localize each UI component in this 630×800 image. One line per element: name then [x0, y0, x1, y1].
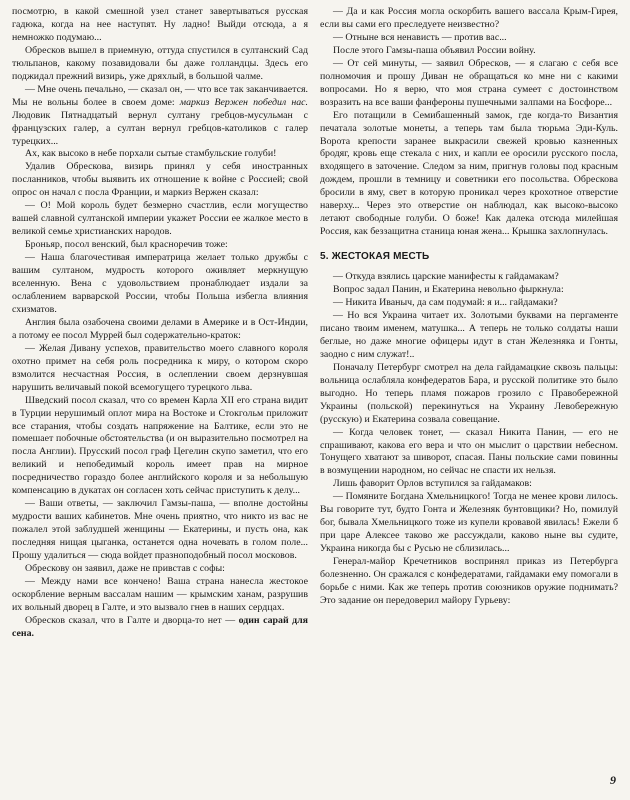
paragraph: Броньяр, посол венский, был красноречив тоже: [25, 239, 228, 251]
paragraph-text: — Мне очень печально, — сказал он, — что все так заканчивается. Мы не вольны более в своем доме: [12, 83, 308, 108]
paragraph: Поначалу Петербург смотрел на дела гайдамацкие сквозь пальцы: вольница ослабляла конфедератов Бара, и русской политике это было выгодно. Но теперь пламя пожаров грозило с Правобережной Украины (польской) перекинуться на Украину Левобережную (русскую) и Екатерина созвала совещание. [320, 361, 618, 425]
paragraph: — Никита Иваныч, да сам подумай: я и... гайдамаки? [333, 297, 558, 309]
paragraph: Лишь фаворит Орлов вступился за гайдамаков: [333, 478, 532, 490]
paragraph: Ах, как высоко в небе порхали сытые стамбульские голуби! [25, 148, 277, 160]
left-text-column [12, 6, 308, 641]
paragraph-text: Обресков сказал, что в Галте и дворца-то нет — [25, 614, 239, 626]
paragraph: — От сей минуты, — заявил Обресков, — я слагаю с себя все полномочия и прошу Диван не обращаться ко мне ни с какими вопросами. Но я верю, что моя страна сумеет с достоинством возразить на все ваши фанфероны пушечными залпами на Босфоре... [320, 57, 618, 108]
paragraph: — Когда человек тонет, — сказал Никита Панин, — его не спрашивают, какова его вера и что он мыслит о царствии небесном. Тонущего хватают за шиворот, спасая. Паны польские сами повинны в возмущении народном, но сейчас не спасти их нельзя. [320, 426, 618, 477]
paragraph: Генерал-майор Кречетников воспринял приказ из Петербурга болезненно. Он сражался с конфедератами, гайдамаки ему помогали в борьбе с ними. Как же теперь против союзников оружие поднимать? Это задание он передоверил майору Гурьеву: [320, 556, 618, 606]
section-heading: 5. ЖЕСТОКАЯ МЕСТЬ [320, 251, 430, 263]
paragraph: — О! Мой король будет безмерно счастлив, если могущество вашей славной султанской империи укажет России ее жалкое место в великой семье христианских народов. [12, 200, 308, 238]
paragraph: — Помяните Богдана Хмельницкого! Тогда не менее крови лилось. Вы говорите тут, будто Гонта и Железняк бунтовщики? Но, помилуй бог, бывала Хмельницкого тоже из купели кровавой явилась! Ежели б при царе Алексее таково же рассуждали, каково ныне вы судите, Украина никогда бы с Русью не сблизилась... [320, 491, 618, 555]
paragraph: — Отныне вся ненависть — против вас... [333, 31, 507, 43]
paragraph: посмотрю, в какой смешной узел станет завертываться русская гадюка, когда на нее наступят. Ну ладно! Выйди отсюда, а я немножко подумаю... [12, 6, 308, 43]
paragraph: Удалив Обрескова, визирь принял у себя иностранных посланников, чтобы выявить их отношение к войне с Россией; свой опрос он начал с посла Франции, и маркиз Вержен сказал: [12, 161, 308, 199]
paragraph: Обрескову он заявил, даже не привстав с софы: [25, 562, 225, 574]
paragraph: Шведский посол сказал, что со времен Карла XII его страна видит в Турции нерушимый оплот мира на Востоке и Стокгольм приложит все старания, чтобы создать напряжение на Балтике, если это не помешает побочные обстоятельства (и он выразительно посмотрел на посла Англии). Прусский посол граф Цегелин скупо заметил, что его великий и непобедимый король имеет прав на мирное посредничество гораздо более английского короля и за небольшую компенсацию в дукатах он согласен хоть сейчас приступить к делу... [12, 394, 308, 497]
paragraph: Англия была озабочена своими делами в Америке и в Ост-Индии, а потому ее посол Муррей был содержательно-краток: [12, 316, 308, 341]
paragraph-text: один сарай для сена. [12, 614, 308, 639]
paragraph: Его потащили в Семибашенный замок, где когда-то Византия печатала золотые монеты, а теперь там была тюрьма Эди-Куль. Ворота крепости заранее выкрасили свежей кровью казненных бродяг, кровь еще стекала с них, и капли ее оросили русского посла, входящего в заточение. Следом за ним, пригнув головы под красным дождем, прошли в темницу и советники его посольства. Обрескова бросили в яму, свет в которую проникал через крохотное отверстие наверху... Через это отверстие он наблюдал, как высоко-высоко летают свободные голуби. О боже! Как далека отсюда милейшая Россия, как беззащитна станица юная жена... Крышка захлопнулась. [320, 109, 618, 238]
paragraph [12, 615, 308, 641]
paragraph: — Откуда взялись царские манифесты к гайдамакам? [333, 271, 559, 283]
page-number: 9 [610, 773, 616, 787]
paragraph-text: Людовик Пятнадцатый вернул султану гребцов-мусульман с французских галер, а султан вернул гребцов-католиков с галер турецких... [12, 109, 308, 147]
paragraph: — Наша благочестивая императрица желает только дружбы с вашим султаном, мудрость которого оживляет меркнущую вселенную. Вена с удовольствием пронаблюдает издали за ослаблением варварской России, чтобы Польша избегла влияния схизматов. [12, 252, 308, 315]
paragraph: — Желая Дивану успехов, правительство моего славного короля охотно примет на себя роль посредника к миру, о котором скоро взмолится несчастная Россия, в ослеплении своем дерзнувшая нарушить величавый покой всемогущего турецкого льва. [12, 342, 308, 393]
paragraph: — Ваши ответы, — заключил Гамзы-паша, — вполне достойны мудрости ваших кабинетов. Мне очень приятно, что никто из вас не пожалел этой заблудшей женщины — Екатерины, и пусть она, как последняя нищая цыганка, останется одна ночевать в голом поле... Прошу удалиться — сюда войдет празноподобный посол московов. [12, 498, 308, 562]
paragraph: Обресков вышел в приемную, оттуда спустился в султанский Сад тюльпанов, какому позавидовали бы даже голландцы. Здесь его поджидал прежний визирь, уже дряхлый, в большой чалме. [12, 44, 308, 82]
paragraph: — Между нами все кончено! Ваша страна нанесла жестокое оскорбление верным вассалам нашим — крымским ханам, разрушив их вольный дворец в Галте, и это вызвало гнев в наших сердцах. [12, 575, 308, 613]
paragraph: — Но вся Украина читает их. Золотыми буквами на пергаменте писано твоим именем, матушка... А теперь не только солдаты наши беглые, но даже многие офицеры идут в стан Железняка и Гонты, заодно с ним служат!.. [320, 309, 618, 360]
paragraph: После этого Гамзы-паша объявил России войну. [333, 44, 536, 56]
italic-phrase: маркиз Вержен победил нас. [179, 96, 309, 108]
paragraph [12, 84, 308, 149]
paragraph: Вопрос задал Панин, и Екатерина невольно фыркнула: [333, 284, 564, 296]
paragraph: — Да и как Россия могла оскорбить вашего вассала Крым-Гирея, если вы сами его преследуете неизвестно? [320, 6, 618, 30]
right-text-column [320, 6, 618, 608]
